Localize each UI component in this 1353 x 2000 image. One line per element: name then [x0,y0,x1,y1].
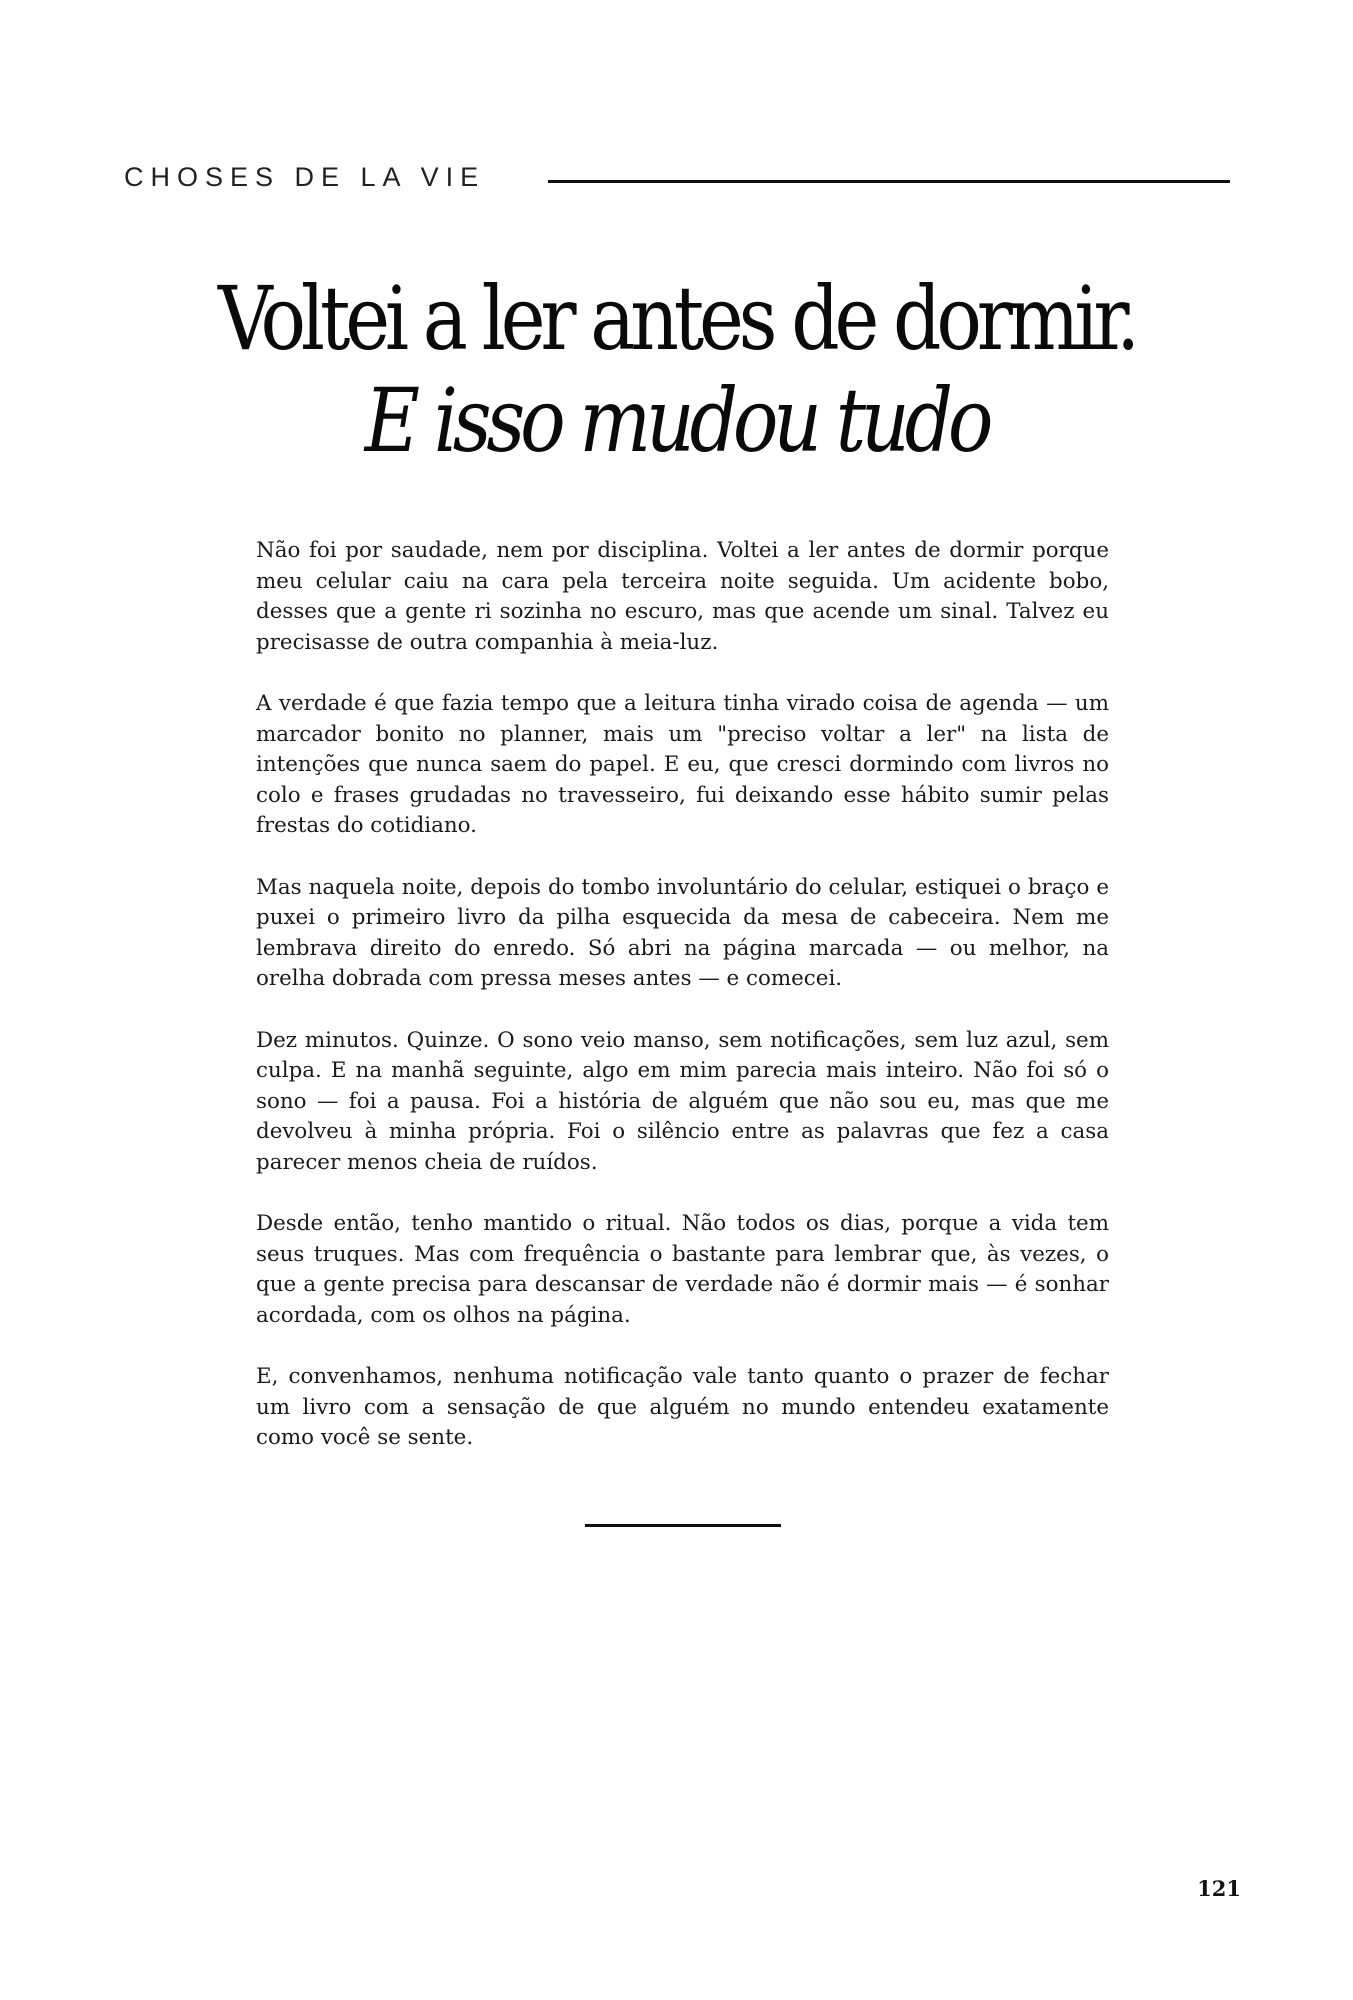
paragraph: Desde então, tenho mantido o ritual. Não todos os dias, porque a vida tem seus truques. Mas com frequência o bastante para lembrar que, às vezes, o que a gente precisa para descansar de verdade não é dormir mais — é sonhar acordada, com os olhos na página. [256,1211,1109,1328]
article-body [256,536,1109,1484]
page-number: 121 [1197,1876,1241,1901]
end-divider [585,1524,781,1527]
paragraph: E, convenhamos, nenhuma notificação vale tanto quanto o prazer de fechar um livro com a sensação de que alguém no mundo entendeu exatamente como você se sente. [256,1364,1109,1451]
title-line-2: E isso mudou tudo [364,369,989,472]
paragraph: Não foi por saudade, nem por disciplina. Voltei a ler antes de dormir porque meu celular caiu na cara pela terceira noite seguida. Um acidente bobo, desses que a gente ri sozinha no escuro, mas que acende um sinal. Talvez eu precisasse de outra companhia à meia-luz. [256,538,1109,655]
paragraph: Mas naquela noite, depois do tombo involuntário do celular, estiquei o braço e puxei o primeiro livro da pilha esquecida da mesa de cabeceira. Nem me lembrava direito do enredo. Só abri na página marcada — ou melhor, na orelha dobrada com pressa meses antes — e comecei. [256,874,1109,992]
header-divider [548,180,1230,183]
title-line-1: Voltei a ler antes de dormir. [217,267,1136,370]
section-label: CHOSES DE LA VIE [124,162,486,192]
paragraph: Dez minutos. Quinze. O sono veio manso, sem notificações, sem luz azul, sem culpa. E na manhã seguinte, algo em mim parecia mais inteiro. Não foi só o sono — foi a pausa. Foi a história de alguém que não sou eu, mas que me devolveu à minha própria. Foi o silêncio entre as palavras que fez a casa parecer menos cheia de ruídos. [256,1027,1109,1175]
article-title [0,268,1353,472]
paragraph: A verdade é que fazia tempo que a leitura tinha virado coisa de agenda — um marcador bonito no planner, mais um "preciso voltar a ler" na lista de intenções que nunca saem do papel. E eu, que cresci dormindo com livros no colo e frases grudadas no travesseiro, fui deixando esse hábito sumir pelas frestas do cotidiano. [256,690,1109,839]
